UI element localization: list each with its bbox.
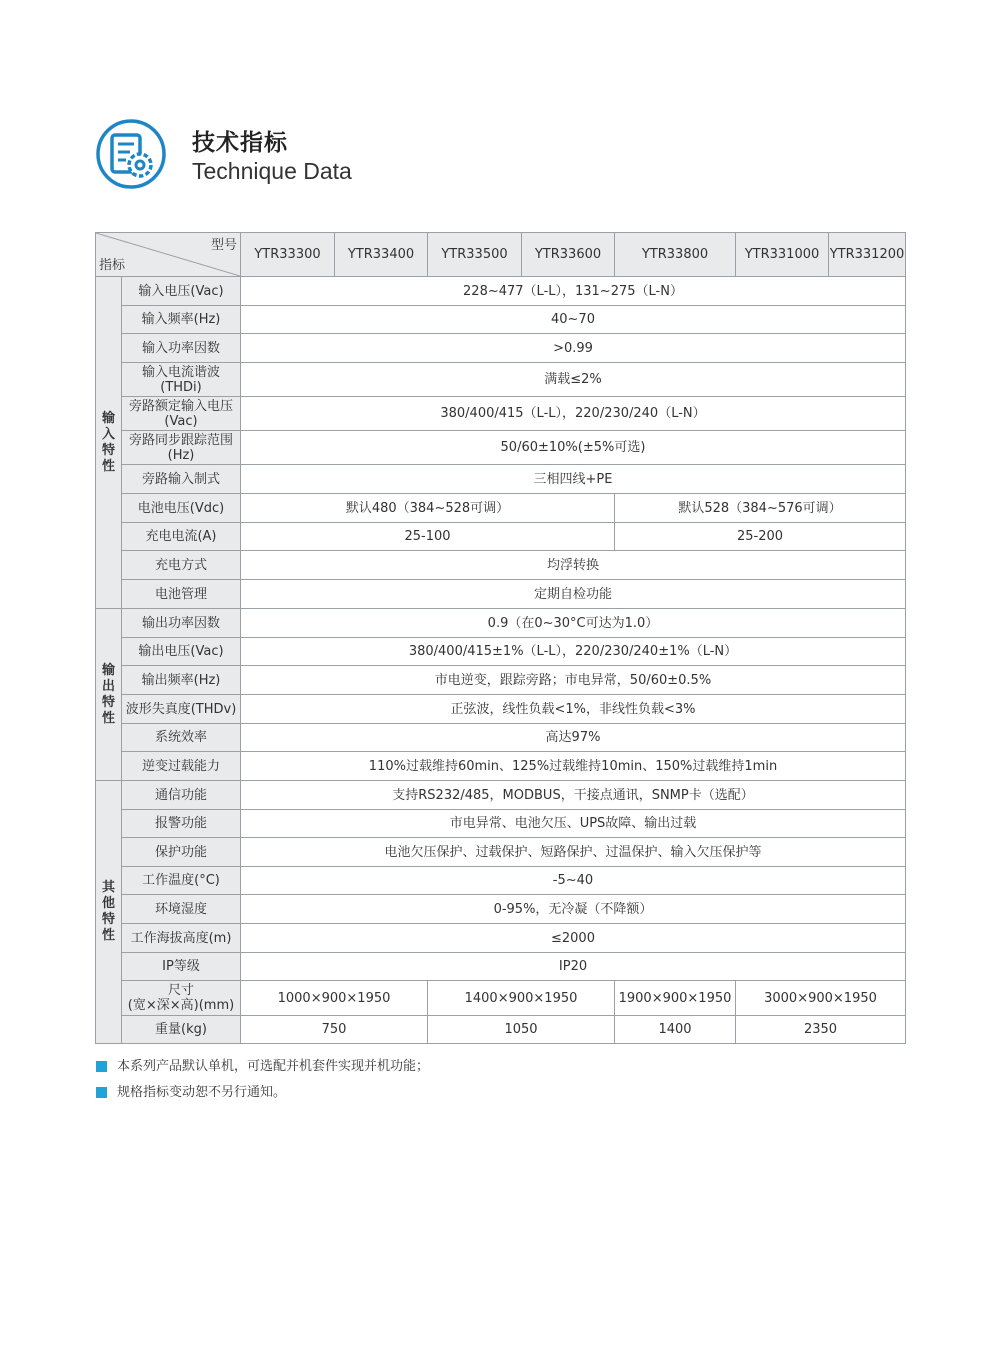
group-label-other: 其他特性 — [96, 781, 122, 1044]
model-header: YTR33500 — [428, 233, 522, 277]
row-label: IP等级 — [122, 953, 241, 981]
row-label: 输出频率(Hz) — [122, 666, 241, 695]
spec-table — [95, 232, 906, 1044]
model-header: YTR331000 — [736, 233, 829, 277]
footnote-item: 规格指标变动恕不另行通知。 — [96, 1083, 429, 1109]
corner-spec-label: 指标 — [99, 258, 126, 273]
model-header: YTR33600 — [522, 233, 615, 277]
model-header: YTR33400 — [335, 233, 428, 277]
table-row — [96, 810, 906, 838]
row-value: 满载≤2% — [241, 363, 906, 397]
row-value: 1050 — [428, 1016, 615, 1044]
row-label: 工作温度(°C) — [122, 867, 241, 895]
table-row — [96, 924, 906, 953]
row-value: 0-95%，无冷凝（不降额） — [241, 895, 906, 924]
row-value: 110%过载维持60min、125%过载维持10min、150%过载维持1min — [241, 752, 906, 781]
row-value: 228~477（L-L），131~275（L-N） — [241, 277, 906, 306]
table-row — [96, 838, 906, 867]
row-value: 高达97% — [241, 724, 906, 752]
table-row — [96, 523, 906, 551]
page-title-cn: 技术指标 — [192, 130, 288, 156]
table-row — [96, 895, 906, 924]
row-value: 750 — [241, 1016, 428, 1044]
corner-cell — [96, 233, 241, 277]
row-value: 1400 — [615, 1016, 736, 1044]
row-label: 输入电流谐波 (THDi) — [122, 363, 241, 397]
row-value: >0.99 — [241, 334, 906, 363]
table-row — [96, 494, 906, 523]
table-row — [96, 334, 906, 363]
row-value: -5~40 — [241, 867, 906, 895]
row-label: 尺寸 (宽×深×高)(mm) — [122, 981, 241, 1016]
row-label: 系统效率 — [122, 724, 241, 752]
row-label: 输入功率因数 — [122, 334, 241, 363]
row-value: 1000×900×1950 — [241, 981, 428, 1016]
row-value: 380/400/415±1%（L-L），220/230/240±1%（L-N） — [241, 638, 906, 666]
row-value: 2350 — [736, 1016, 906, 1044]
row-value: 0.9（在0~30°C可达为1.0） — [241, 609, 906, 638]
row-label: 输入频率(Hz) — [122, 306, 241, 334]
row-value: 支持RS232/485，MODBUS，干接点通讯，SNMP卡（选配） — [241, 781, 906, 810]
row-value: 50/60±10%(±5%可选) — [241, 431, 906, 465]
model-header: YTR33800 — [615, 233, 736, 277]
page-title-en: Technique Data — [192, 158, 352, 184]
table-row — [96, 431, 906, 465]
row-value: 380/400/415（L-L），220/230/240（L-N） — [241, 397, 906, 431]
table-row — [96, 724, 906, 752]
row-value: ≤2000 — [241, 924, 906, 953]
row-label: 波形失真度(THDv) — [122, 695, 241, 724]
row-value: 三相四线+PE — [241, 465, 906, 494]
table-row — [96, 695, 906, 724]
group-label-input: 输入特性 — [96, 277, 122, 609]
table-row — [96, 666, 906, 695]
bullet-square-icon — [96, 1087, 107, 1098]
row-label: 输入电压(Vac) — [122, 277, 241, 306]
row-value: 1400×900×1950 — [428, 981, 615, 1016]
row-value: 3000×900×1950 — [736, 981, 906, 1016]
row-label: 工作海拔高度(m) — [122, 924, 241, 953]
model-header: YTR33300 — [241, 233, 335, 277]
row-label: 环境湿度 — [122, 895, 241, 924]
row-label: 输出电压(Vac) — [122, 638, 241, 666]
row-label: 电池电压(Vdc) — [122, 494, 241, 523]
row-label: 旁路额定输入电压 (Vac) — [122, 397, 241, 431]
row-label: 充电电流(A) — [122, 523, 241, 551]
row-label: 报警功能 — [122, 810, 241, 838]
row-value: 电池欠压保护、过载保护、短路保护、过温保护、输入欠压保护等 — [241, 838, 906, 867]
table-row — [96, 551, 906, 580]
table-row — [96, 752, 906, 781]
table-row — [96, 953, 906, 981]
table-row — [96, 1016, 906, 1044]
row-label: 逆变过载能力 — [122, 752, 241, 781]
spec-document-gear-icon — [95, 118, 167, 190]
row-value: 25-200 — [615, 523, 906, 551]
row-value: 均浮转换 — [241, 551, 906, 580]
table-row — [96, 781, 906, 810]
model-header: YTR331200 — [829, 233, 906, 277]
table-row — [96, 609, 906, 638]
row-label: 电池管理 — [122, 580, 241, 609]
bullet-square-icon — [96, 1061, 107, 1072]
row-value: IP20 — [241, 953, 906, 981]
row-value: 定期自检功能 — [241, 580, 906, 609]
row-value: 默认480（384~528可调） — [241, 494, 615, 523]
group-label-output: 输出特性 — [96, 609, 122, 781]
row-value: 市电异常、电池欠压、UPS故障、输出过载 — [241, 810, 906, 838]
row-label: 重量(kg) — [122, 1016, 241, 1044]
table-row — [96, 580, 906, 609]
table-header-row — [96, 233, 906, 277]
row-value: 1900×900×1950 — [615, 981, 736, 1016]
row-value: 默认528（384~576可调） — [615, 494, 906, 523]
row-label: 旁路同步跟踪范围 (Hz) — [122, 431, 241, 465]
table-row — [96, 277, 906, 306]
row-label: 旁路输入制式 — [122, 465, 241, 494]
table-row — [96, 981, 906, 1016]
table-row — [96, 867, 906, 895]
row-value: 25-100 — [241, 523, 615, 551]
table-row — [96, 397, 906, 431]
row-label: 充电方式 — [122, 551, 241, 580]
row-label: 通信功能 — [122, 781, 241, 810]
row-value: 正弦波，线性负载<1%，非线性负载<3% — [241, 695, 906, 724]
footnote-item: 本系列产品默认单机，可选配并机套件实现并机功能； — [96, 1057, 429, 1083]
corner-model-label: 型号 — [210, 238, 237, 253]
footnotes — [96, 1057, 429, 1109]
row-value: 市电逆变，跟踪旁路；市电异常，50/60±0.5% — [241, 666, 906, 695]
row-label: 输出功率因数 — [122, 609, 241, 638]
table-row — [96, 638, 906, 666]
table-row — [96, 306, 906, 334]
table-row — [96, 465, 906, 494]
row-label: 保护功能 — [122, 838, 241, 867]
row-value: 40~70 — [241, 306, 906, 334]
table-row — [96, 363, 906, 397]
